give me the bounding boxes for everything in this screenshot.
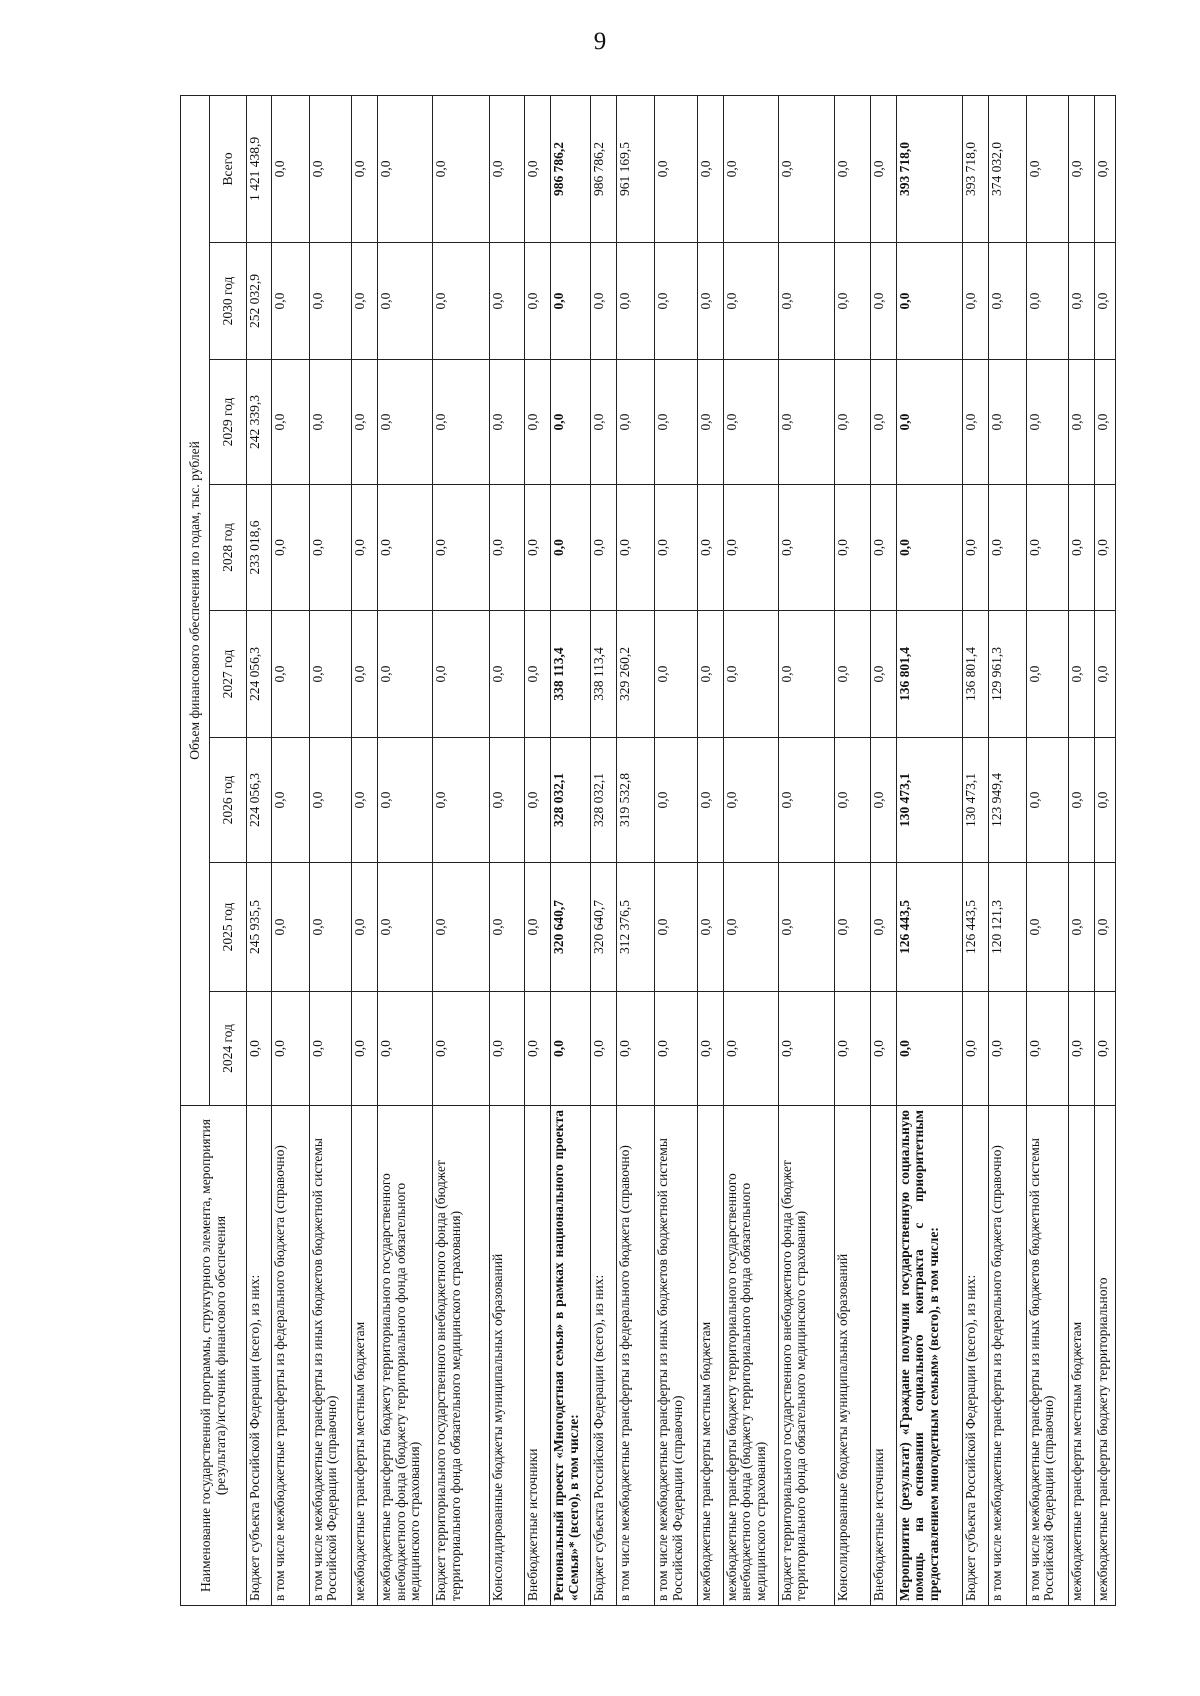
row-value-cell: 0,0 (489, 485, 524, 611)
row-value-cell: 0,0 (352, 611, 378, 738)
row-value-cell: 0,0 (309, 485, 352, 611)
row-label: межбюджетные трансферты местным бюджетам (697, 1106, 723, 1606)
row-value-cell: 320 640,7 (591, 863, 617, 992)
row-value-cell: 0,0 (525, 485, 551, 611)
row-value-cell: 0,0 (896, 243, 962, 360)
row-total-cell: 0,0 (1026, 95, 1069, 242)
row-value-cell: 0,0 (433, 738, 490, 863)
row-value-cell: 0,0 (723, 992, 778, 1106)
row-value-cell: 0,0 (433, 992, 490, 1106)
row-value-cell: 0,0 (378, 243, 433, 360)
row-value-cell: 0,0 (551, 992, 591, 1106)
row-value-cell: 0,0 (697, 992, 723, 1106)
row-value-cell: 129 961,3 (988, 611, 1026, 738)
row-value-cell: 0,0 (1069, 611, 1095, 738)
table-row (309, 95, 352, 1605)
row-value-cell: 0,0 (1095, 243, 1116, 360)
row-value-cell: 0,0 (697, 611, 723, 738)
row-value-cell: 224 056,3 (247, 611, 272, 738)
row-value-cell: 0,0 (525, 360, 551, 485)
row-value-cell: 136 801,4 (896, 611, 962, 738)
row-value-cell: 0,0 (309, 738, 352, 863)
row-value-cell: 0,0 (1095, 360, 1116, 485)
row-label: в том числе межбюджетные трансферты из иных бюджетов бюджетной системы Российской Федерации (справочно) (655, 1106, 698, 1606)
row-label: Внебюджетные источники (870, 1106, 896, 1606)
row-value-cell: 0,0 (247, 992, 272, 1106)
row-value-cell: 0,0 (617, 485, 655, 611)
row-total-cell: 393 718,0 (962, 95, 988, 242)
table-row (870, 95, 896, 1605)
row-total-cell: 0,0 (525, 95, 551, 242)
row-value-cell: 126 443,5 (962, 863, 988, 992)
table-row (1095, 95, 1116, 1605)
year-header: 2030 год (210, 243, 247, 360)
row-value-cell: 0,0 (1095, 738, 1116, 863)
row-value-cell: 0,0 (352, 992, 378, 1106)
row-label: Внебюджетные источники (525, 1106, 551, 1606)
row-total-cell: 0,0 (1095, 95, 1116, 242)
row-total-cell: 0,0 (697, 95, 723, 242)
financing-group-header: Объем финансового обеспечения по годам, тыс. рублей (181, 95, 210, 1105)
row-total-cell: 0,0 (489, 95, 524, 242)
row-value-cell: 0,0 (551, 243, 591, 360)
row-value-cell: 0,0 (271, 863, 309, 992)
row-value-cell: 320 640,7 (551, 863, 591, 992)
row-value-cell: 0,0 (489, 611, 524, 738)
row-value-cell: 0,0 (962, 360, 988, 485)
row-value-cell: 0,0 (1069, 992, 1095, 1106)
row-value-cell: 0,0 (309, 863, 352, 992)
table-row (247, 95, 272, 1605)
table-row (723, 95, 778, 1605)
row-total-cell: 0,0 (723, 95, 778, 242)
row-label: межбюджетные трансферты бюджету территориального государственного внебюджетного фонда (бюджету территориального фонда обязательного медицинского страхования) (378, 1106, 433, 1606)
row-total-cell: 0,0 (835, 95, 870, 242)
row-total-cell: 0,0 (655, 95, 698, 242)
row-value-cell: 0,0 (271, 992, 309, 1106)
row-value-cell: 0,0 (896, 360, 962, 485)
row-value-cell: 0,0 (723, 243, 778, 360)
row-value-cell: 0,0 (896, 992, 962, 1106)
row-value-cell: 0,0 (309, 992, 352, 1106)
row-value-cell: 0,0 (1026, 360, 1069, 485)
row-value-cell: 0,0 (352, 738, 378, 863)
row-value-cell: 0,0 (778, 992, 835, 1106)
row-value-cell: 0,0 (1069, 243, 1095, 360)
row-value-cell: 0,0 (489, 360, 524, 485)
year-header: 2026 год (210, 738, 247, 863)
row-value-cell: 0,0 (525, 243, 551, 360)
row-total-cell: 0,0 (378, 95, 433, 242)
row-value-cell: 312 376,5 (617, 863, 655, 992)
row-value-cell: 123 949,4 (988, 738, 1026, 863)
row-value-cell: 0,0 (870, 738, 896, 863)
row-value-cell: 0,0 (835, 992, 870, 1106)
year-header: 2028 год (210, 485, 247, 611)
row-value-cell: 0,0 (1095, 992, 1116, 1106)
row-value-cell: 126 443,5 (896, 863, 962, 992)
row-value-cell: 224 056,3 (247, 738, 272, 863)
table-header-row (181, 95, 210, 1605)
row-value-cell: 242 339,3 (247, 360, 272, 485)
row-value-cell: 0,0 (378, 360, 433, 485)
table-row (378, 95, 433, 1605)
row-total-cell: 374 032,0 (988, 95, 1026, 242)
row-value-cell: 0,0 (870, 611, 896, 738)
row-value-cell: 0,0 (870, 360, 896, 485)
table-row (525, 95, 551, 1605)
row-value-cell: 0,0 (835, 360, 870, 485)
row-value-cell: 0,0 (617, 992, 655, 1106)
row-value-cell: 0,0 (1026, 611, 1069, 738)
row-value-cell: 0,0 (489, 863, 524, 992)
table-row (655, 95, 698, 1605)
table-row (489, 95, 524, 1605)
row-value-cell: 0,0 (617, 360, 655, 485)
row-total-cell: 0,0 (309, 95, 352, 242)
row-label: межбюджетные трансферты местным бюджетам (352, 1106, 378, 1606)
table-row (617, 95, 655, 1605)
row-label: Региональный проект «Многодетная семья» в рамках национального проекта «Семья»* (всего), в том числе: (551, 1106, 591, 1606)
row-value-cell: 0,0 (433, 611, 490, 738)
table-row (352, 95, 378, 1605)
row-label: Консолидированные бюджеты муниципальных образований (489, 1106, 524, 1606)
row-total-cell: 393 718,0 (896, 95, 962, 242)
row-value-cell: 0,0 (271, 738, 309, 863)
table-row (962, 95, 988, 1605)
row-value-cell: 0,0 (1026, 992, 1069, 1106)
table-row (896, 95, 962, 1605)
row-value-cell: 0,0 (723, 738, 778, 863)
row-label: Бюджет территориального государственного внебюджетного фонда (бюджет территориального фонда обязательного медицинского страхования) (778, 1106, 835, 1606)
year-header: 2029 год (210, 360, 247, 485)
table-row (591, 95, 617, 1605)
year-header: 2027 год (210, 611, 247, 738)
row-value-cell: 0,0 (655, 738, 698, 863)
row-value-cell: 0,0 (378, 611, 433, 738)
row-value-cell: 0,0 (723, 863, 778, 992)
row-value-cell: 0,0 (870, 863, 896, 992)
row-value-cell: 0,0 (271, 485, 309, 611)
row-value-cell: 0,0 (1069, 485, 1095, 611)
row-value-cell: 0,0 (551, 485, 591, 611)
row-value-cell: 0,0 (591, 243, 617, 360)
row-value-cell: 0,0 (271, 360, 309, 485)
row-label: в том числе межбюджетные трансферты из федерального бюджета (справочно) (271, 1106, 309, 1606)
row-value-cell: 0,0 (309, 611, 352, 738)
row-value-cell: 0,0 (778, 611, 835, 738)
row-value-cell: 0,0 (723, 485, 778, 611)
row-value-cell: 0,0 (723, 611, 778, 738)
row-value-cell: 0,0 (697, 863, 723, 992)
table-row (433, 95, 490, 1605)
row-value-cell: 328 032,1 (591, 738, 617, 863)
row-value-cell: 0,0 (433, 485, 490, 611)
row-value-cell: 130 473,1 (962, 738, 988, 863)
row-value-cell: 0,0 (778, 738, 835, 863)
row-value-cell: 0,0 (1069, 738, 1095, 863)
row-value-cell: 0,0 (433, 243, 490, 360)
row-value-cell: 328 032,1 (551, 738, 591, 863)
row-value-cell: 0,0 (352, 243, 378, 360)
row-label: Бюджет субъекта Российской Федерации (всего), из них: (962, 1106, 988, 1606)
row-value-cell: 0,0 (778, 243, 835, 360)
table-body (247, 95, 1116, 1605)
name-column-header: Наименование государственной программы, структурного элемента, мероприятия (результата)/источник финансового обеспечения (181, 1106, 247, 1606)
row-value-cell: 0,0 (962, 243, 988, 360)
rotated-table-container (180, 96, 1116, 1606)
table-row (271, 95, 309, 1605)
row-label: в том числе межбюджетные трансферты из федерального бюджета (справочно) (617, 1106, 655, 1606)
row-value-cell: 0,0 (271, 243, 309, 360)
row-label: в том числе межбюджетные трансферты из иных бюджетов бюджетной системы Российской Федерации (справочно) (309, 1106, 352, 1606)
page-number: 9 (593, 28, 607, 55)
row-value-cell: 0,0 (1069, 863, 1095, 992)
row-value-cell: 252 032,9 (247, 243, 272, 360)
row-value-cell: 0,0 (870, 485, 896, 611)
row-value-cell: 0,0 (778, 360, 835, 485)
row-value-cell: 0,0 (1026, 863, 1069, 992)
row-total-cell: 0,0 (433, 95, 490, 242)
row-total-cell: 0,0 (778, 95, 835, 242)
row-value-cell: 0,0 (617, 243, 655, 360)
row-value-cell: 0,0 (697, 738, 723, 863)
table-row (835, 95, 870, 1605)
row-value-cell: 0,0 (378, 992, 433, 1106)
row-value-cell: 0,0 (723, 360, 778, 485)
row-value-cell: 329 260,2 (617, 611, 655, 738)
year-header: 2024 год (210, 992, 247, 1106)
row-label: в том числе межбюджетные трансферты из федерального бюджета (справочно) (988, 1106, 1026, 1606)
row-value-cell: 0,0 (433, 360, 490, 485)
row-value-cell: 0,0 (835, 863, 870, 992)
row-value-cell: 0,0 (378, 738, 433, 863)
row-label: межбюджетные трансферты бюджету территориального государственного внебюджетного фонда (бюджету территориального фонда обязательного медицинского страхования) (723, 1106, 778, 1606)
row-label: Бюджет субъекта Российской Федерации (всего), из них: (591, 1106, 617, 1606)
year-header: 2025 год (210, 863, 247, 992)
row-value-cell: 0,0 (551, 360, 591, 485)
row-value-cell: 0,0 (835, 611, 870, 738)
row-total-cell: 961 169,5 (617, 95, 655, 242)
row-value-cell: 0,0 (525, 738, 551, 863)
row-value-cell: 0,0 (655, 863, 698, 992)
row-value-cell: 0,0 (870, 992, 896, 1106)
row-label: Бюджет субъекта Российской Федерации (всего), из них: (247, 1106, 272, 1606)
row-value-cell: 0,0 (655, 611, 698, 738)
row-label: Бюджет территориального государственного внебюджетного фонда (бюджет территориального фонда обязательного медицинского страхования) (433, 1106, 490, 1606)
row-value-cell: 0,0 (835, 243, 870, 360)
row-value-cell: 0,0 (655, 992, 698, 1106)
row-value-cell: 0,0 (1069, 360, 1095, 485)
row-label: межбюджетные трансферты бюджету территориального (1095, 1106, 1116, 1606)
row-value-cell: 0,0 (1026, 738, 1069, 863)
table-row (1069, 95, 1095, 1605)
row-value-cell: 0,0 (962, 485, 988, 611)
row-value-cell: 0,0 (1095, 611, 1116, 738)
row-value-cell: 0,0 (352, 360, 378, 485)
row-value-cell: 120 121,3 (988, 863, 1026, 992)
row-value-cell: 0,0 (962, 992, 988, 1106)
row-value-cell: 0,0 (988, 485, 1026, 611)
row-value-cell: 0,0 (697, 485, 723, 611)
row-value-cell: 0,0 (835, 485, 870, 611)
row-value-cell: 0,0 (309, 243, 352, 360)
row-value-cell: 136 801,4 (962, 611, 988, 738)
row-value-cell: 0,0 (1026, 485, 1069, 611)
row-value-cell: 0,0 (988, 992, 1026, 1106)
row-value-cell: 0,0 (835, 738, 870, 863)
row-value-cell: 233 018,6 (247, 485, 272, 611)
row-value-cell: 0,0 (1095, 485, 1116, 611)
total-header: Всего (210, 95, 247, 242)
row-value-cell: 0,0 (697, 243, 723, 360)
row-value-cell: 0,0 (988, 243, 1026, 360)
row-total-cell: 986 786,2 (591, 95, 617, 242)
row-value-cell: 0,0 (591, 360, 617, 485)
row-label: в том числе межбюджетные трансферты из иных бюджетов бюджетной системы Российской Федерации (справочно) (1026, 1106, 1069, 1606)
row-value-cell: 0,0 (1026, 243, 1069, 360)
row-value-cell: 0,0 (697, 360, 723, 485)
budget-table (180, 95, 1116, 1606)
row-label: межбюджетные трансферты местным бюджетам (1069, 1106, 1095, 1606)
row-value-cell: 0,0 (489, 992, 524, 1106)
row-value-cell: 0,0 (271, 611, 309, 738)
row-value-cell: 0,0 (896, 485, 962, 611)
row-value-cell: 0,0 (378, 485, 433, 611)
row-value-cell: 338 113,4 (551, 611, 591, 738)
row-value-cell: 0,0 (591, 485, 617, 611)
row-value-cell: 0,0 (1095, 863, 1116, 992)
row-total-cell: 1 421 438,9 (247, 95, 272, 242)
row-value-cell: 245 935,5 (247, 863, 272, 992)
row-value-cell: 0,0 (433, 863, 490, 992)
row-total-cell: 986 786,2 (551, 95, 591, 242)
row-value-cell: 0,0 (778, 485, 835, 611)
row-value-cell: 130 473,1 (896, 738, 962, 863)
row-value-cell: 0,0 (591, 992, 617, 1106)
row-value-cell: 0,0 (525, 863, 551, 992)
row-value-cell: 0,0 (525, 992, 551, 1106)
table-row (551, 95, 591, 1605)
row-value-cell: 0,0 (655, 485, 698, 611)
row-total-cell: 0,0 (271, 95, 309, 242)
row-value-cell: 0,0 (655, 243, 698, 360)
row-value-cell: 338 113,4 (591, 611, 617, 738)
row-label: Консолидированные бюджеты муниципальных образований (835, 1106, 870, 1606)
row-value-cell: 0,0 (489, 738, 524, 863)
row-value-cell: 0,0 (988, 360, 1026, 485)
row-total-cell: 0,0 (1069, 95, 1095, 242)
row-value-cell: 319 532,8 (617, 738, 655, 863)
row-value-cell: 0,0 (309, 360, 352, 485)
table-row (778, 95, 835, 1605)
row-label: Мероприятие (результат) «Граждане получили государственную социальную помощь на основании социального контракта с приоритетным предоставлением многодетным семьям» (всего), в том числе: (896, 1106, 962, 1606)
row-total-cell: 0,0 (870, 95, 896, 242)
row-value-cell: 0,0 (778, 863, 835, 992)
table-row (697, 95, 723, 1605)
row-value-cell: 0,0 (655, 360, 698, 485)
row-value-cell: 0,0 (489, 243, 524, 360)
row-value-cell: 0,0 (352, 863, 378, 992)
row-value-cell: 0,0 (378, 863, 433, 992)
table-row (1026, 95, 1069, 1605)
row-value-cell: 0,0 (870, 243, 896, 360)
row-total-cell: 0,0 (352, 95, 378, 242)
row-value-cell: 0,0 (525, 611, 551, 738)
row-value-cell: 0,0 (352, 485, 378, 611)
table-row (988, 95, 1026, 1605)
